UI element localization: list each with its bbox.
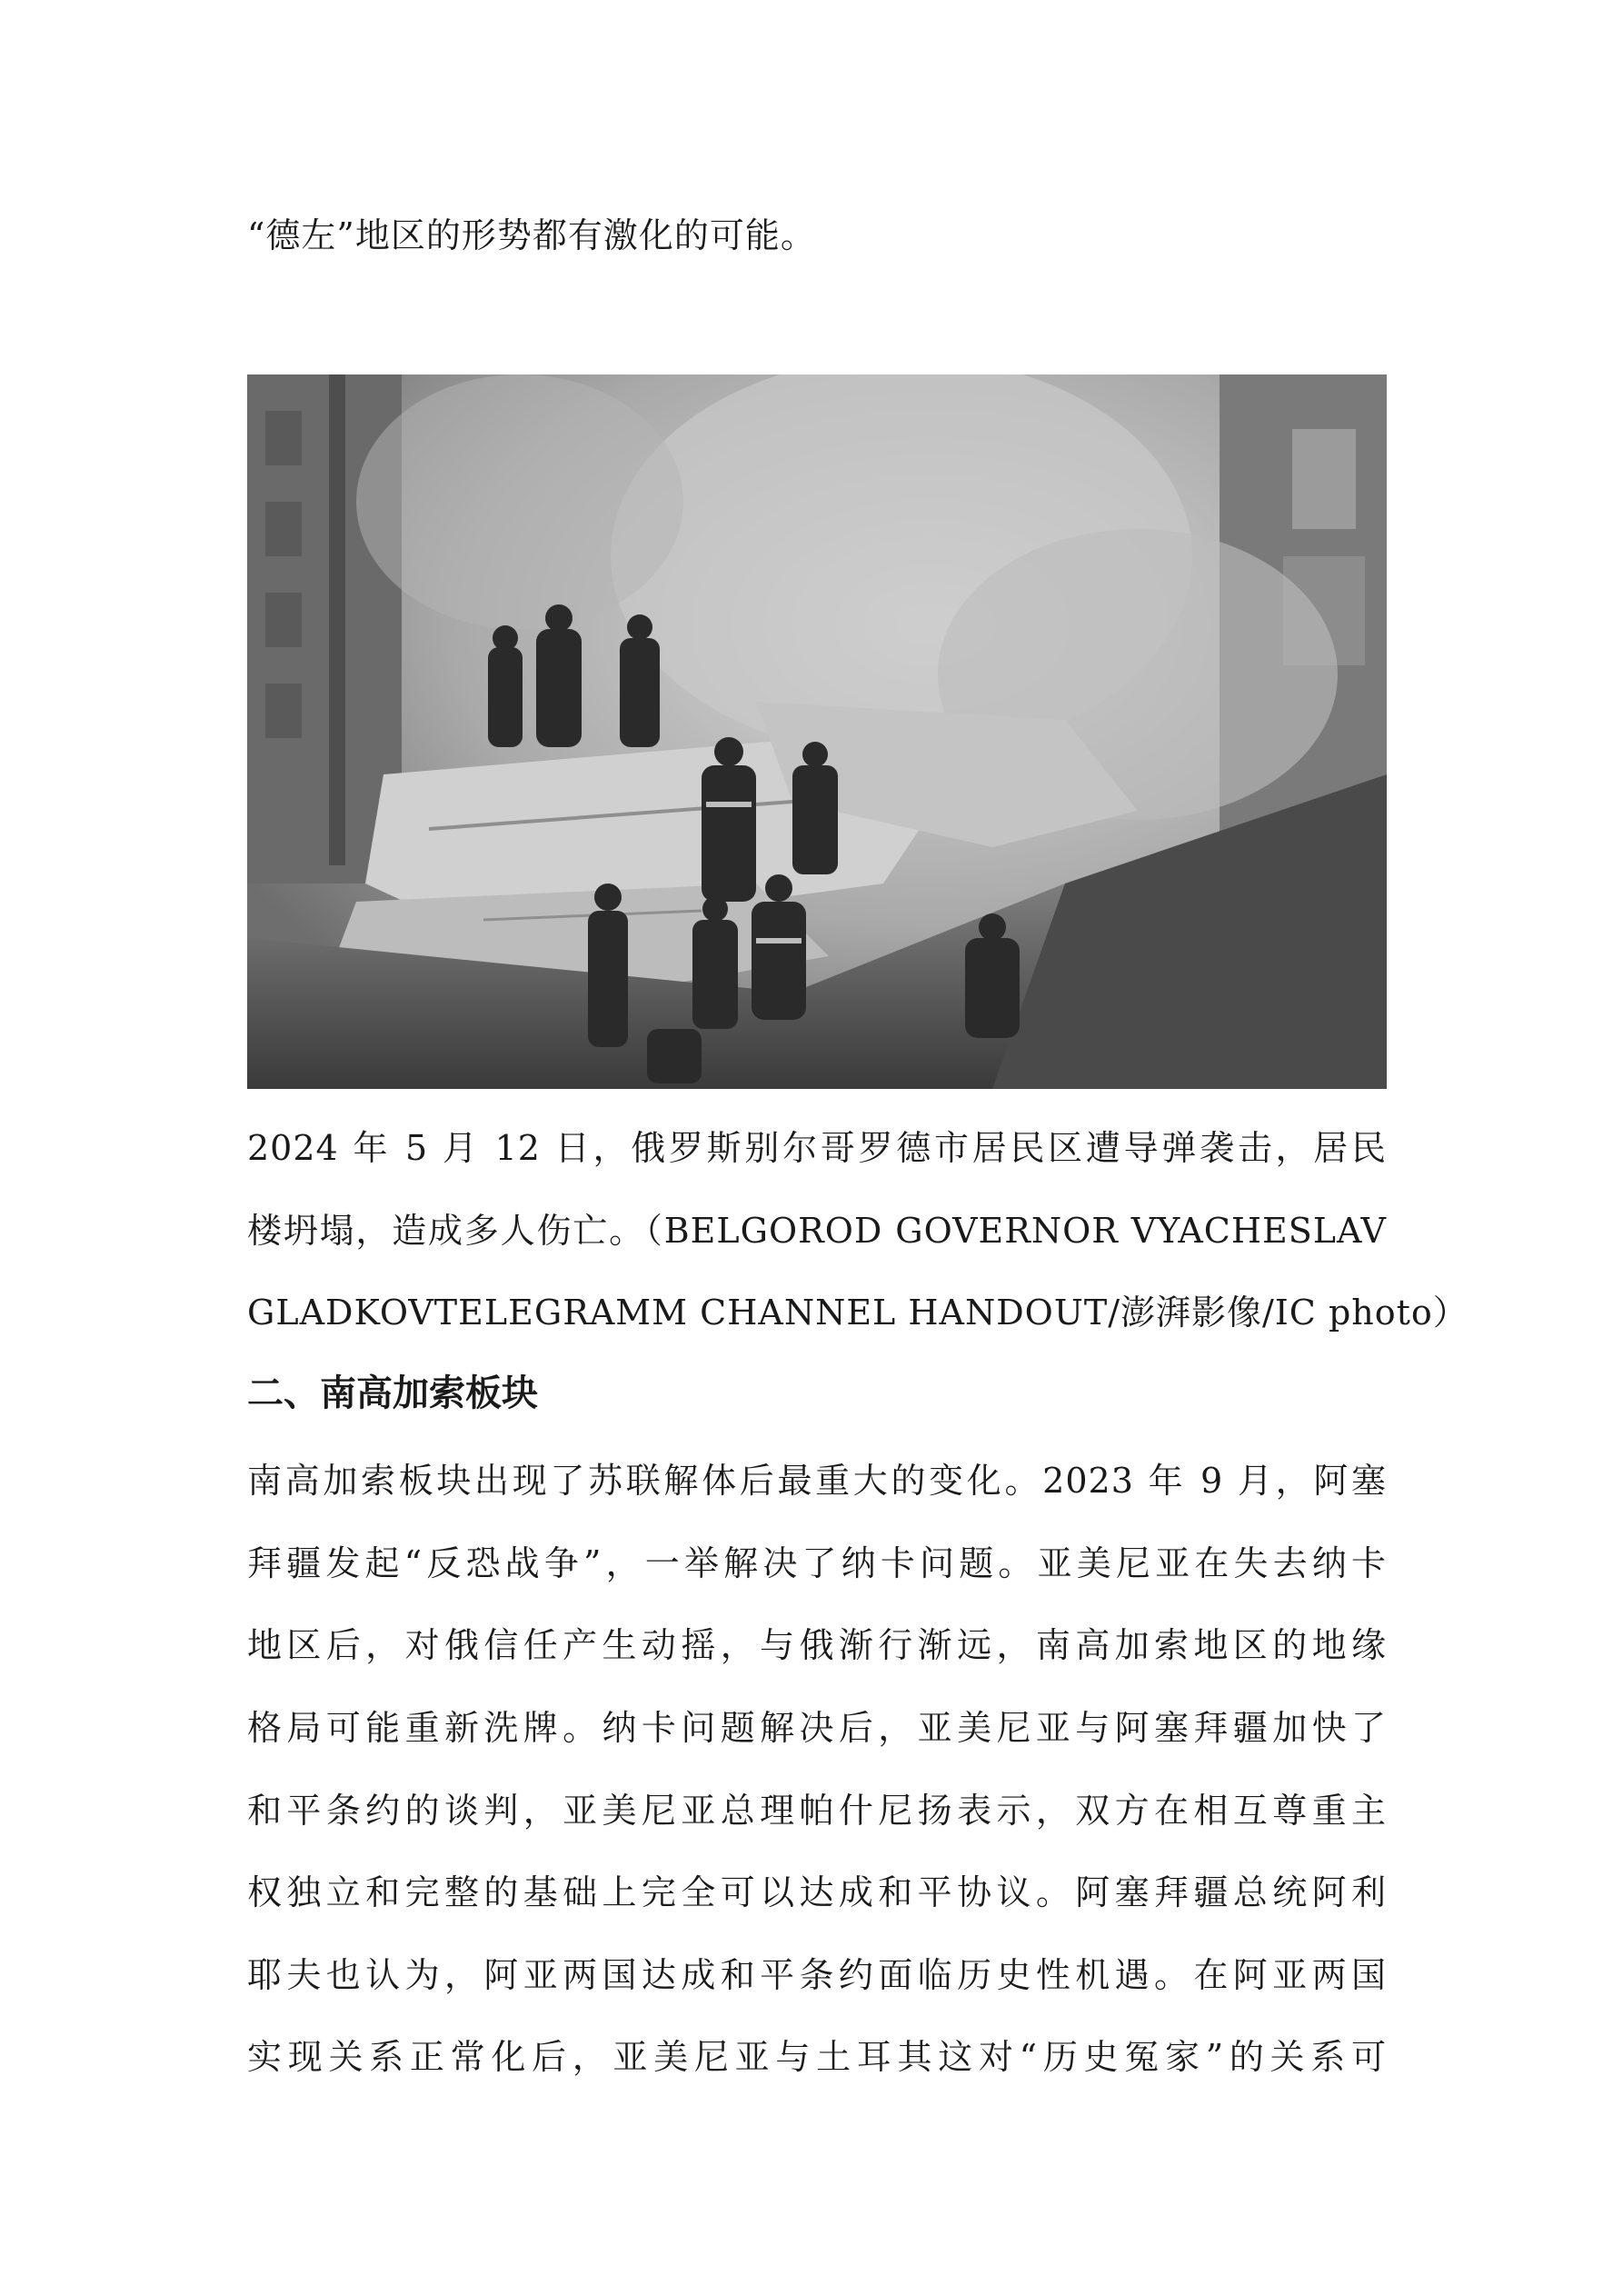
body-text-line: 耶夫也认为，阿亚两国达成和平条约面临历史性机遇。在阿亚两国 bbox=[247, 1955, 1387, 1995]
body-text-line: 实现关系正常化后，亚美尼亚与土耳其这对“历史冤家”的关系可 bbox=[247, 2037, 1387, 2077]
body-text-line: 南高加索板块出现了苏联解体后最重大的变化。2023 年 9 月，阿塞 bbox=[247, 1461, 1387, 1501]
body-text-line: 和平条约的谈判，亚美尼亚总理帕什尼扬表示，双方在相互尊重主 bbox=[247, 1791, 1387, 1831]
photo-caption-line: 2024 年 5 月 12 日，俄罗斯别尔哥罗德市居民区遭导弹袭击，居民 bbox=[247, 1128, 1387, 1168]
photo-caption-line: GLADKOVTELEGRAMM CHANNEL HANDOUT/澎湃影像/IC photo） bbox=[247, 1293, 1469, 1333]
body-text-line: 拜疆发起“反恐战争”，一举解决了纳卡问题。亚美尼亚在失去纳卡 bbox=[247, 1543, 1387, 1583]
rubble-rescue-photo-icon bbox=[247, 374, 1387, 1089]
photo-caption-line: 楼坍塌，造成多人伤亡。（BELGOROD GOVERNOR VYACHESLAV bbox=[247, 1211, 1387, 1251]
intro-text-line: “德左”地区的形势都有激化的可能。 bbox=[247, 215, 816, 255]
section-heading: 二、南高加索板块 bbox=[247, 1373, 538, 1414]
body-text-line: 权独立和完整的基础上完全可以达成和平协议。阿塞拜疆总统阿利 bbox=[247, 1872, 1387, 1912]
body-text-line: 地区后，对俄信任产生动摇，与俄渐行渐远，南高加索地区的地缘 bbox=[247, 1625, 1387, 1665]
body-text-line: 格局可能重新洗牌。纳卡问题解决后，亚美尼亚与阿塞拜疆加快了 bbox=[247, 1708, 1387, 1748]
